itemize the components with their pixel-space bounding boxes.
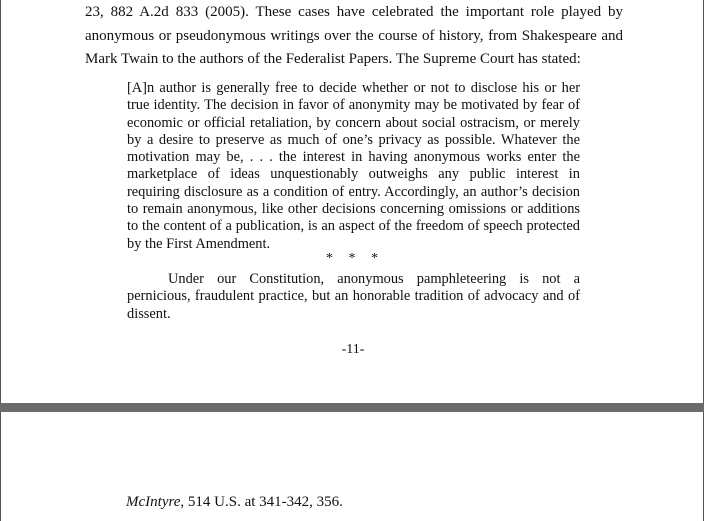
- page-number: -11-: [341, 342, 365, 357]
- body-paragraph: 23, 882 A.2d 833 (2005). These cases have celebrated the important role played by anonymous or pseudonymous writings over the course of history, from Shakespeare and Mark Twain to the authors of the Federalist Papers. The Supreme Court has stated:: [85, 4, 623, 67]
- citation-case-name: McIntyre: [126, 494, 181, 510]
- citation: [126, 494, 343, 511]
- page-break-gap: [0, 403, 704, 412]
- block-quote-paragraph-2: Under our Constitution, anonymous pamphleteering is not a pernicious, fraudulent practice, but an honorable tradition of advocacy and of dissent.: [127, 271, 580, 322]
- citation-reference: , 514 U.S. at 341-342, 356.: [180, 494, 343, 510]
- section-separator: * * *: [326, 251, 384, 266]
- document-page-bottom: [0, 412, 704, 521]
- block-quote: [A]n author is generally free to decide whether or not to disclose his or her true identity. The decision in favor of anonymity may be motivated by fear of economic or official retaliation, by concern about social ostracism, or merely by a desire to preserve as much of one’s privacy as possible. Whatever the motivation may be, . . . the interest in having anonymous works enter the marketplace of ideas unquestionably outweighs any public interest in requiring disclosure as a condition of entry. Accordingly, an author’s decision to remain anonymous, like other decisions concerning omissions or additions to the content of a publication, is an aspect of the freedom of speech protected by the First Amendment.: [127, 80, 580, 252]
